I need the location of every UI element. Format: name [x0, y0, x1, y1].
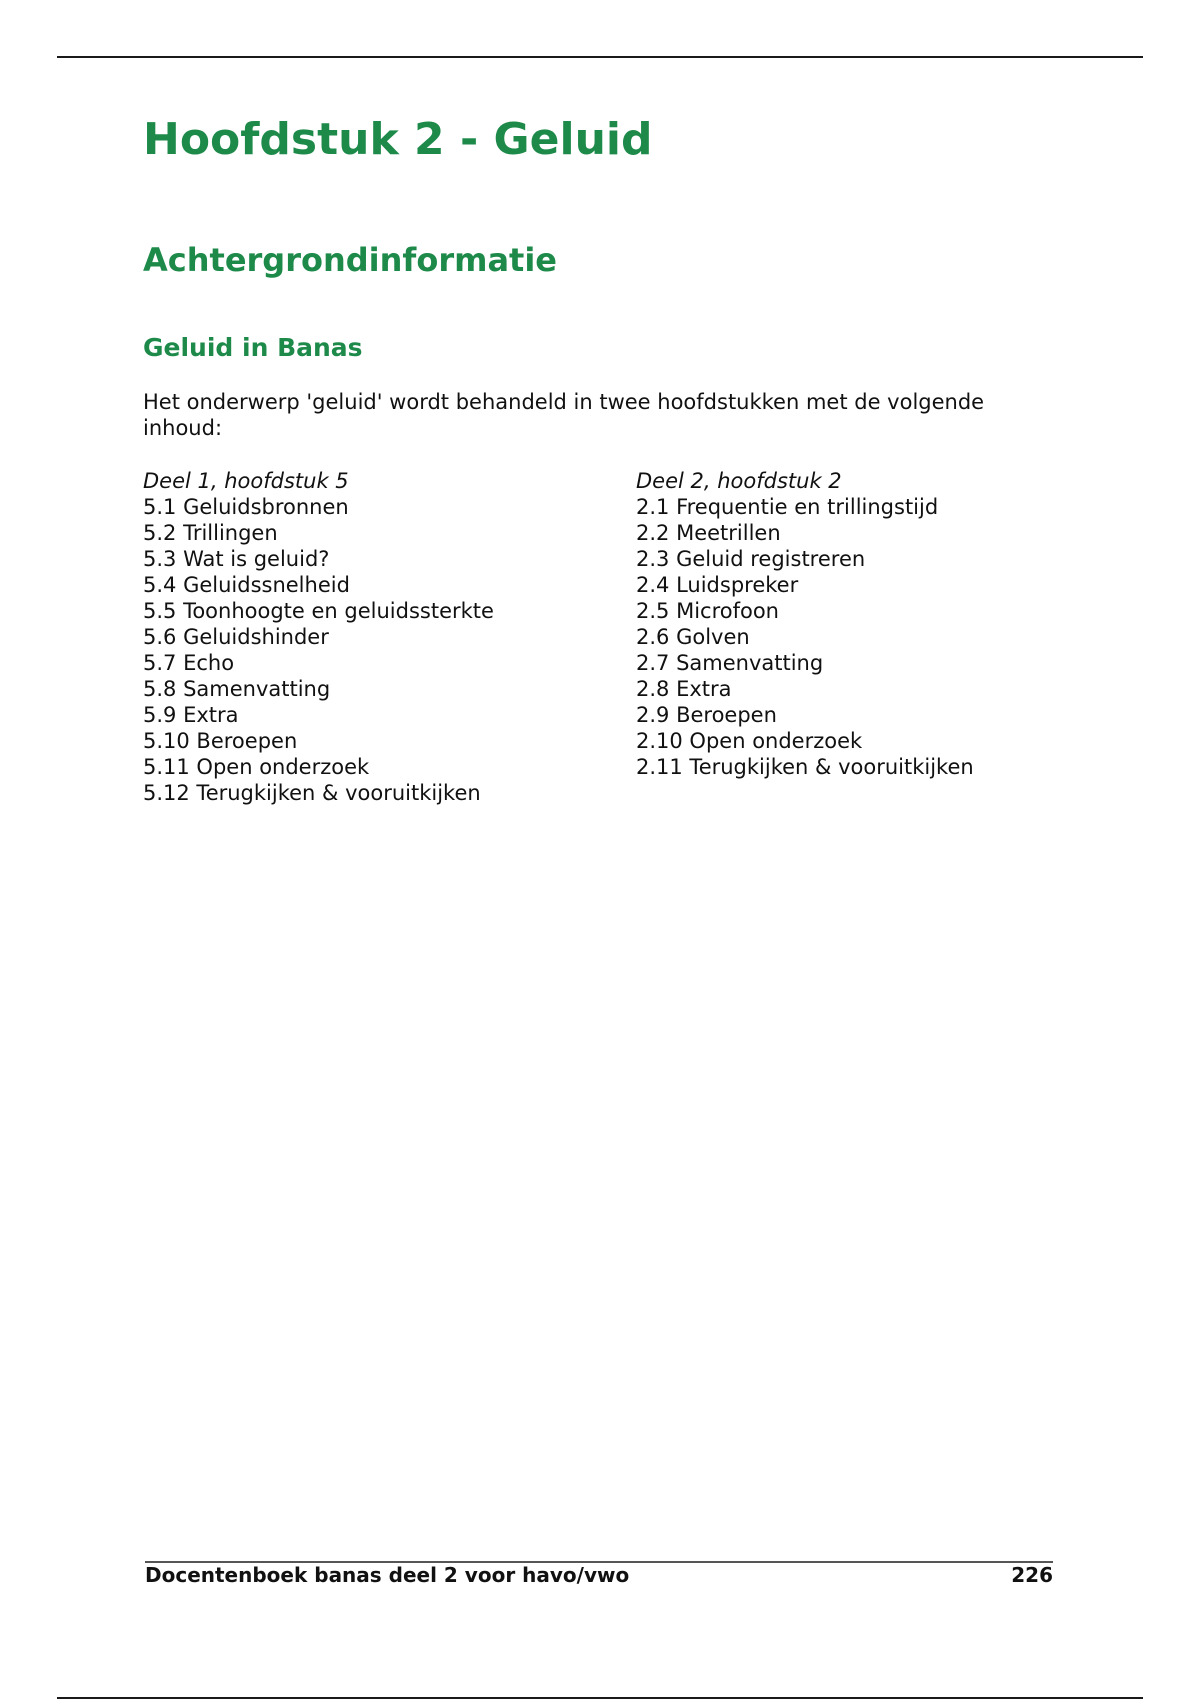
toc-item: 5.2 Trillingen	[143, 521, 278, 545]
toc-column-deel-1	[143, 468, 603, 806]
toc-item: 5.1 Geluidsbronnen	[143, 495, 349, 519]
toc-item: 5.3 Wat is geluid?	[143, 547, 330, 571]
toc-item: 2.11 Terugkijken & vooruitkijken	[636, 755, 974, 779]
toc-item: 2.10 Open onderzoek	[636, 729, 863, 753]
toc-item: 2.1 Frequentie en trillingstijd	[636, 495, 939, 519]
toc-item: 5.12 Terugkijken & vooruitkijken	[143, 781, 481, 805]
toc-item: 5.4 Geluidssnelheid	[143, 573, 350, 597]
toc-heading: Deel 2, hoofdstuk 2	[636, 469, 842, 493]
subsection-title: Geluid in Banas	[143, 333, 363, 362]
toc-item: 5.9 Extra	[143, 703, 239, 727]
toc-item: 5.7 Echo	[143, 651, 235, 675]
toc-item: 5.5 Toonhoogte en geluidssterkte	[143, 599, 494, 623]
toc-item: 5.8 Samenvatting	[143, 677, 331, 701]
toc-item: 2.5 Microfoon	[636, 599, 779, 623]
toc-item: 2.4 Luidspreker	[636, 573, 799, 597]
bottom-rule	[57, 1697, 1143, 1699]
toc-item: 2.8 Extra	[636, 677, 732, 701]
toc-heading: Deel 1, hoofdstuk 5	[143, 469, 349, 493]
toc-item: 5.10 Beroepen	[143, 729, 298, 753]
toc-item: 5.6 Geluidshinder	[143, 625, 329, 649]
footer-page-number: 226	[1011, 1563, 1053, 1587]
intro-paragraph: Het onderwerp 'geluid' wordt behandeld in twee hoofdstukken met de volgende inhoud:	[143, 390, 985, 440]
toc-column-deel-2	[636, 468, 1096, 780]
chapter-title: Hoofdstuk 2 - Geluid	[143, 114, 653, 165]
toc-item: 2.3 Geluid registreren	[636, 547, 866, 571]
toc-item: 2.2 Meetrillen	[636, 521, 781, 545]
toc-item: 5.11 Open onderzoek	[143, 755, 370, 779]
top-rule	[57, 56, 1143, 58]
footer-book-title: Docentenboek banas deel 2 voor havo/vwo	[145, 1563, 630, 1587]
toc-item: 2.9 Beroepen	[636, 703, 777, 727]
toc-item: 2.7 Samenvatting	[636, 651, 824, 675]
toc-item: 2.6 Golven	[636, 625, 750, 649]
section-title: Achtergrondinformatie	[143, 241, 557, 279]
